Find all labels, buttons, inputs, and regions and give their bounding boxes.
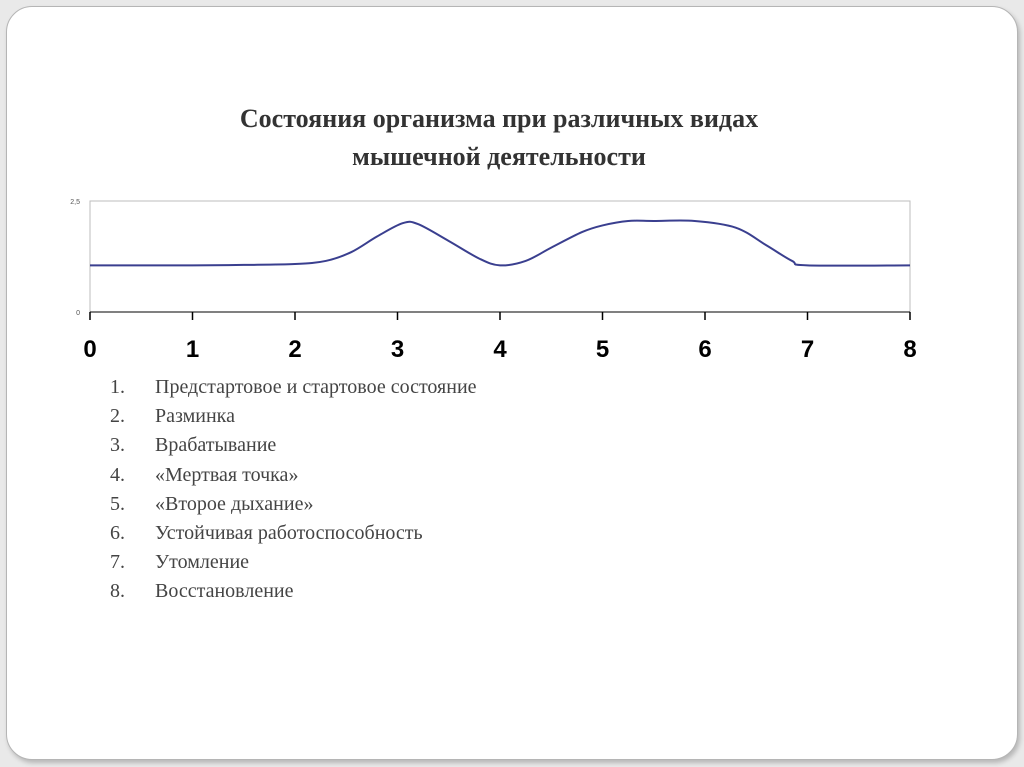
list-item [110,490,477,519]
list-text: Восстановление [155,580,294,603]
plot-area [90,201,910,312]
x-tick-label: 6 [698,336,712,363]
list-item [110,402,477,431]
list-text: «Мертвая точка» [155,463,299,486]
x-tick-label: 4 [493,336,507,363]
list-number: 1. [110,376,125,398]
list-text: Утомление [155,551,250,574]
list-item [110,373,477,402]
list-text: Врабатывание [155,434,277,457]
y-tick-label: 0 [76,310,80,317]
list-number: 2. [110,405,125,428]
list-number: 3. [110,434,125,457]
title-line-1: Состояния организма при различных видах [239,104,759,133]
list-number: 7. [110,551,125,574]
list-number: 4. [110,463,125,486]
x-tick-label: 1 [185,336,200,363]
list-number: 6. [110,521,125,544]
list-item [110,431,477,460]
list-item [110,577,477,606]
x-tick-label: 5 [595,336,610,363]
list-item [110,519,477,548]
y-tick-label: 2,5 [70,199,80,206]
list-number: 8. [110,580,125,603]
x-tick-label: 8 [903,336,917,363]
title-line-2: мышечной деятельности [352,142,646,171]
list-text: Разминка [155,405,235,428]
stages-list [110,373,477,607]
x-tick-label: 2 [288,336,302,363]
list-number: 5. [110,492,125,515]
list-text: Устойчивая работоспособность [155,521,423,544]
list-item [110,548,477,577]
x-tick-label: 3 [390,336,405,363]
x-tick-label: 7 [800,336,815,363]
x-tick-label: 0 [83,336,97,363]
list-text: «Второе дыхание» [155,492,314,515]
list-text: Предстартовое и стартовое состояние [155,376,477,398]
list-item [110,461,477,490]
